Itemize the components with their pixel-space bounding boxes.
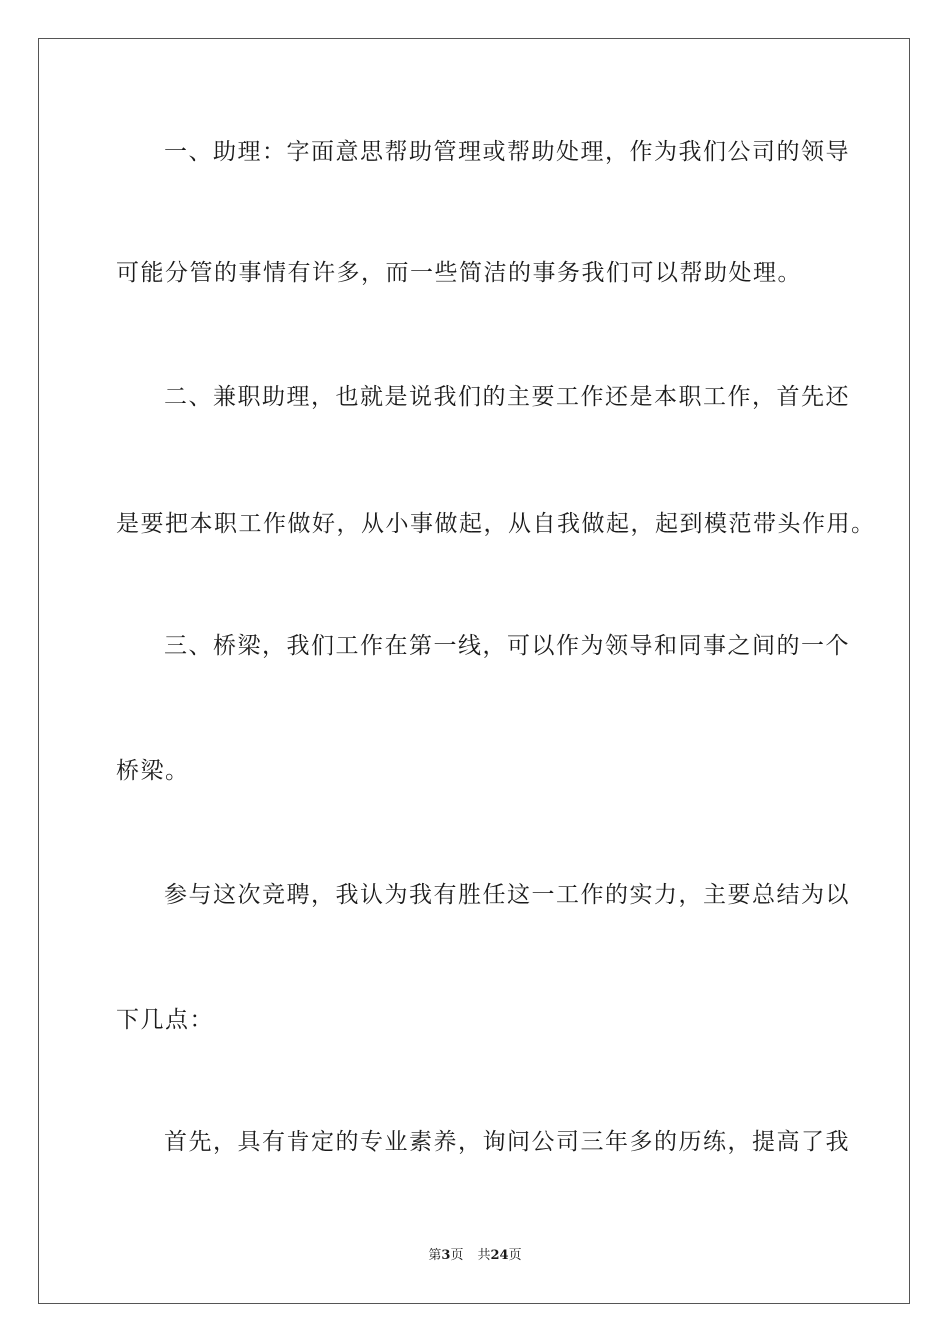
page-number: 3: [441, 1248, 451, 1263]
paragraph-line: 三、桥梁，我们工作在第一线，可以作为领导和同事之间的一个: [164, 633, 850, 659]
paragraph-line: 是要把本职工作做好，从小事做起，从自我做起，起到模范带头作用。: [116, 511, 876, 537]
page-prefix: 第: [428, 1248, 442, 1263]
paragraph-line: 一、助理：字面意思帮助管理或帮助处理，作为我们公司的领导: [164, 139, 850, 165]
paragraph-line: 首先，具有肯定的专业素养，询问公司三年多的历练，提高了我: [164, 1129, 850, 1155]
page-border: [38, 38, 910, 1304]
total-pages: 24: [490, 1248, 509, 1263]
page-suffix: 页: [450, 1248, 464, 1263]
paragraph-line: 二、兼职助理，也就是说我们的主要工作还是本职工作，首先还: [164, 384, 850, 410]
paragraph-line: 参与这次竞聘，我认为我有胜任这一工作的实力，主要总结为以: [164, 882, 850, 908]
total-prefix: 共: [477, 1248, 491, 1263]
paragraph-line: 桥梁。: [116, 758, 190, 784]
page-footer: [0, 1247, 950, 1265]
paragraph-line: 可能分管的事情有许多，而一些简洁的事务我们可以帮助处理。: [116, 260, 802, 286]
total-suffix: 页: [508, 1248, 522, 1263]
paragraph-line: 下几点：: [116, 1007, 214, 1033]
